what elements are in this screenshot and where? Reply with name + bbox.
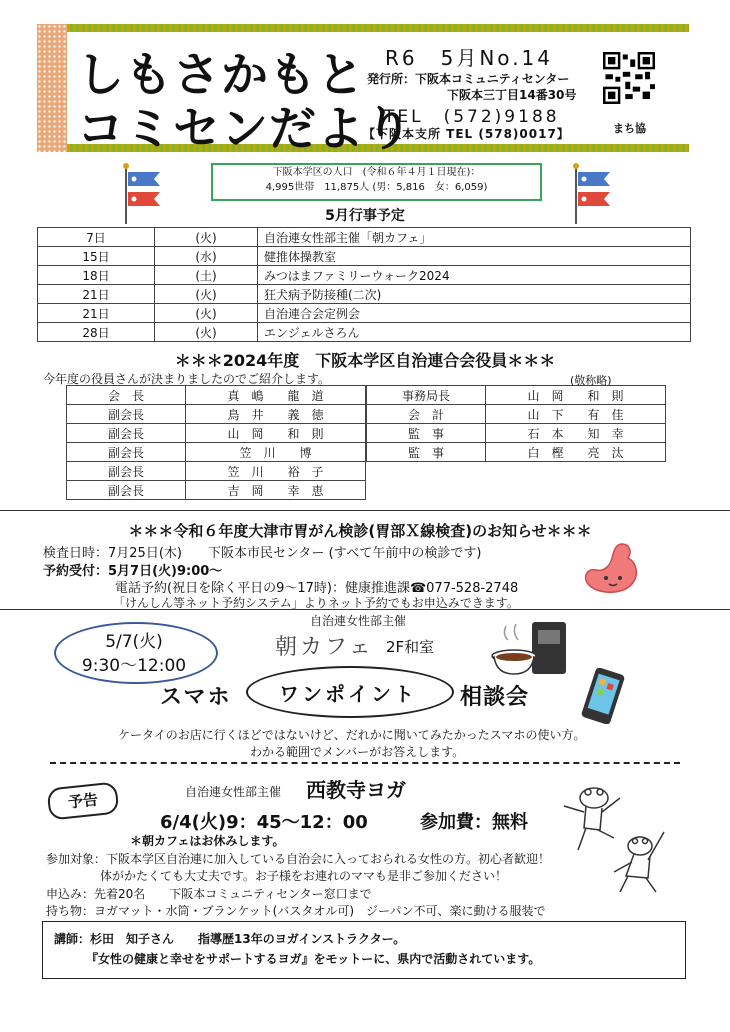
sumaho-label: スマホ (160, 685, 232, 710)
yoga-target: 参加対象：下阪本学区自治連に加入している自治会に入っておられる女性の方。初心者歓迎！ (46, 852, 551, 866)
event-name: エンジェルさろん (258, 323, 691, 342)
event-day: (火) (155, 228, 258, 247)
officer-row (67, 443, 366, 462)
publisher-address: 下阪本三丁目14番30号 (447, 88, 577, 102)
branch-telephone: 【下阪本支所 TEL (578)0017】 (363, 127, 570, 141)
event-row (38, 323, 691, 342)
notice-badge: 予告 (47, 781, 120, 820)
publisher: 発行所：下阪本コミュニティセンター (367, 72, 570, 86)
cafe-description: ケータイのお店に行くほどではないけど、だれかに聞いてみたかったスマホの使い方。 (118, 728, 586, 742)
yoga-fee: 参加費：無料 (420, 812, 528, 833)
officer-name: 白 樫 亮 汰 (486, 443, 666, 462)
event-day: (火) (155, 285, 258, 304)
yoga-target-2: 体がかたくても大丈夫です。お子様をお連れのママも是非ご参加ください！ (100, 869, 508, 883)
officers-heading: ＊＊＊2024年度 下阪本学区自治連合会役員＊＊＊ (174, 351, 556, 370)
cafe-place: 2F和室 (386, 638, 435, 656)
population-label: 下阪本学区の人口 (令和６年４月１日現在)： (272, 167, 481, 178)
officer-row (367, 386, 666, 405)
event-date: 7日 (38, 228, 155, 247)
event-name: 健推体操教室 (258, 247, 691, 266)
event-day: (水) (155, 247, 258, 266)
masthead (37, 24, 689, 157)
screening-reservation: 予約受付：5月7日(火)9:00～ (43, 564, 223, 579)
smartphone-icon (576, 668, 630, 724)
coffee-icon (486, 616, 574, 680)
officer-row (367, 405, 666, 424)
cafe-time: 9:30～12:00 (81, 656, 187, 676)
event-day: (土) (155, 266, 258, 285)
cafe-date: 5/7(火) (105, 632, 163, 652)
koinobori-icon (120, 162, 170, 226)
cafe-description-2: わかる範囲でメンバーがお答えします。 (250, 745, 465, 759)
event-name: 狂犬病予防接種(二次) (258, 285, 691, 304)
yoga-datetime: 6/4(火)9：45～12：00 (160, 812, 368, 833)
officer-name: 笠 川 博 (186, 443, 366, 462)
yoga-bring: 持ち物：ヨガマット・水筒・ブランケット(バスタオル可) ジーパン不可、楽に動ける服装で (46, 904, 546, 918)
officer-name: 石 本 知 幸 (486, 424, 666, 443)
officer-role: 副会長 (67, 443, 186, 462)
screening-net: 「けんしん等ネット予約システム」よりネット予約でもお申込みできます。 (113, 596, 519, 610)
machikyo-label: まち協 (613, 122, 646, 135)
officer-role: 監 事 (367, 424, 486, 443)
koinobori-icon (570, 162, 620, 226)
officer-role: 事務局長 (367, 386, 486, 405)
event-row (38, 285, 691, 304)
cafe-closed-note: ＊朝カフェはお休みします。 (130, 834, 285, 848)
officer-name: 山 岡 和 則 (486, 386, 666, 405)
officers-table-right (366, 385, 666, 462)
event-date: 15日 (38, 247, 155, 266)
officer-row (67, 424, 366, 443)
issue-number: R6 5月No.14 (385, 46, 553, 70)
telephone: TEL (572)9188 (384, 107, 560, 127)
screening-phone: 電話予約(祝日を除く平日の9～17時)：健康推進課☎077-528-2748 (115, 581, 519, 596)
officer-name: 吉 岡 幸 恵 (186, 481, 366, 500)
event-date: 18日 (38, 266, 155, 285)
event-name: 自治連女性部主催「朝カフェ」 (258, 228, 691, 247)
officer-role: 副会長 (67, 481, 186, 500)
qr-code-icon[interactable] (603, 52, 655, 104)
officer-name: 鳥 井 義 徳 (186, 405, 366, 424)
event-name: 自治連合会定例会 (258, 304, 691, 323)
event-row (38, 228, 691, 247)
officer-row (67, 405, 366, 424)
event-date: 21日 (38, 304, 155, 323)
one-point-label: ワンポイント (279, 682, 417, 706)
events-heading: 5月行事予定 (325, 208, 405, 224)
officer-role: 監 事 (367, 443, 486, 462)
event-row (38, 247, 691, 266)
event-day: (火) (155, 323, 258, 342)
screening-heading: ＊＊＊令和６年度大津市胃がん検診(胃部Ｘ線検査)のお知らせ＊＊＊ (128, 522, 592, 540)
yoga-title: 西教寺ヨガ (306, 778, 406, 802)
event-name: みつはまファミリーウォーク2024 (258, 266, 691, 285)
instructor-motto: 『女性の健康と幸せをサポートするヨガ』をモットーに、県内で活動されています。 (86, 952, 541, 966)
event-date: 28日 (38, 323, 155, 342)
officer-name: 笠 川 裕 子 (186, 462, 366, 481)
event-day: (火) (155, 304, 258, 323)
yoga-organizer: 自治連女性部主催 (185, 785, 282, 799)
officer-row (67, 462, 366, 481)
officers-intro: 今年度の役員さんが決まりましたのでご紹介します。 (43, 372, 331, 386)
masthead-top-border (37, 24, 689, 32)
dashed-divider (50, 762, 680, 764)
events-table (37, 227, 691, 342)
officer-row (367, 424, 666, 443)
officer-row (367, 443, 666, 462)
officer-name: 山 下 有 佳 (486, 405, 666, 424)
officer-role: 副会長 (67, 462, 186, 481)
event-date: 21日 (38, 285, 155, 304)
officer-role: 会 計 (367, 405, 486, 424)
masthead-left-pattern (37, 24, 67, 152)
instructor-info: 講師：杉田 知子さん 指導歴13年のヨガインストラクター。 (54, 932, 406, 946)
yoga-apply: 申込み：先着20名 下阪本コミュニティセンター窓口まで (46, 887, 372, 901)
consult-label: 相談会 (460, 685, 530, 710)
newsletter-title-line1: しもさかもと (77, 48, 365, 103)
frog-yoga-illustration (556, 776, 674, 896)
cafe-title: 朝カフェ (275, 635, 374, 660)
section-divider (0, 609, 730, 610)
officer-role: 会 長 (67, 386, 186, 405)
officer-role: 副会長 (67, 405, 186, 424)
honorific-note: (敬称略) (570, 374, 612, 387)
event-row (38, 304, 691, 323)
stomach-icon (582, 540, 642, 596)
event-row (38, 266, 691, 285)
officers-table-left (66, 385, 366, 500)
population-figures: 4,995世帯 11,875人 (男：5,816 女：6,059) (265, 182, 488, 193)
section-divider (0, 510, 730, 511)
population-box (211, 163, 542, 201)
officer-name: 真 嶋 龍 道 (186, 386, 366, 405)
screening-date: 検査日時：7月25日(木) 下阪本市民センター (すべて午前中の検診です) (43, 546, 482, 561)
newsletter-title-line2: コミセンだより (77, 102, 413, 157)
cafe-organizer: 自治連女性部主催 (310, 614, 407, 628)
officer-row (67, 386, 366, 405)
officer-role: 副会長 (67, 424, 186, 443)
officer-name: 山 岡 和 則 (186, 424, 366, 443)
officer-row (67, 481, 366, 500)
